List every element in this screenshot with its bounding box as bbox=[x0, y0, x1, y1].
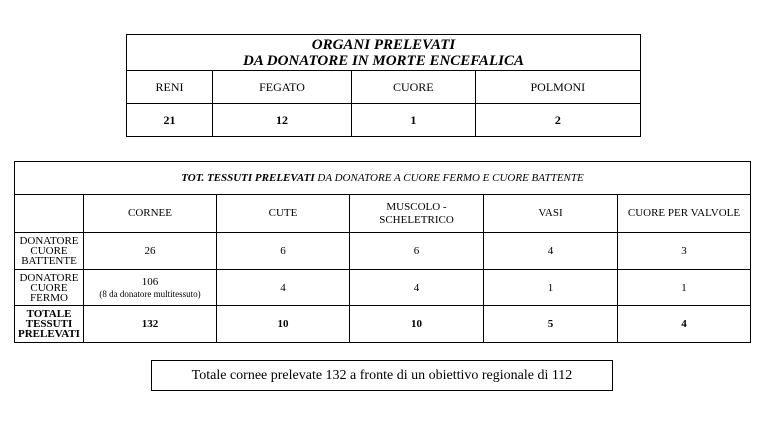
header-cuore: CUORE bbox=[351, 71, 475, 104]
value-fegato: 12 bbox=[213, 104, 352, 137]
organi-prelevati-table bbox=[126, 34, 641, 137]
table-row bbox=[15, 270, 751, 306]
row-label-totale: TOTALE TESSUTI PRELEVATI bbox=[15, 306, 84, 343]
table-cell: 4 bbox=[217, 270, 350, 306]
table-cell: 4 bbox=[350, 270, 484, 306]
tessuti-table-title bbox=[15, 162, 751, 195]
table-cell: 10 bbox=[217, 306, 350, 343]
value-reni: 21 bbox=[127, 104, 213, 137]
table-cell: 4 bbox=[618, 306, 751, 343]
table-cell: 1 bbox=[618, 270, 751, 306]
header-reni: RENI bbox=[127, 71, 213, 104]
row-label-cuore-fermo: DONATORE CUORE FERMO bbox=[15, 270, 84, 306]
table-cell: 4 bbox=[484, 233, 618, 270]
cornee-fermo-value: 106 bbox=[141, 276, 159, 288]
tessuti-title-rest: DA DONATORE A CUORE FERMO E CUORE BATTENTE bbox=[314, 172, 584, 184]
header-cute: CUTE bbox=[217, 195, 350, 233]
organi-title-line1: ORGANI PRELEVATI bbox=[311, 36, 456, 53]
table-cell: 3 bbox=[618, 233, 751, 270]
table-cell: 26 bbox=[84, 233, 217, 270]
header-vasi: VASI bbox=[484, 195, 618, 233]
multitessuto-note: (8 da donatore multitessuto) bbox=[99, 289, 201, 299]
table-cell: 6 bbox=[350, 233, 484, 270]
organi-title-line2: DA DONATORE IN MORTE ENCEFALICA bbox=[243, 52, 524, 69]
header-polmoni: POLMONI bbox=[475, 71, 640, 104]
row-label-cuore-battente: DONATORE CUORE BATTENTE bbox=[15, 233, 84, 270]
header-muscolo: MUSCOLO - SCHELETRICO bbox=[350, 195, 484, 233]
header-fegato: FEGATO bbox=[213, 71, 352, 104]
header-cornee: CORNEE bbox=[84, 195, 217, 233]
value-polmoni: 2 bbox=[475, 104, 640, 137]
table-cell: 132 bbox=[84, 306, 217, 343]
organi-table-title bbox=[127, 35, 641, 71]
table-cell: 5 bbox=[484, 306, 618, 343]
table-row bbox=[15, 233, 751, 270]
table-cell bbox=[84, 270, 217, 306]
table-cell: 10 bbox=[350, 306, 484, 343]
table-cell: 6 bbox=[217, 233, 350, 270]
table-row bbox=[15, 306, 751, 343]
tessuti-prelevati-table bbox=[14, 161, 751, 343]
corner-empty-cell bbox=[15, 195, 84, 233]
tessuti-title-bold: TOT. TESSUTI PRELEVATI bbox=[181, 172, 315, 184]
table-cell: 1 bbox=[484, 270, 618, 306]
summary-box: Totale cornee prelevate 132 a fronte di un obiettivo regionale di 112 bbox=[151, 360, 613, 391]
value-cuore: 1 bbox=[351, 104, 475, 137]
header-cuore-valvole: CUORE PER VALVOLE bbox=[618, 195, 751, 233]
